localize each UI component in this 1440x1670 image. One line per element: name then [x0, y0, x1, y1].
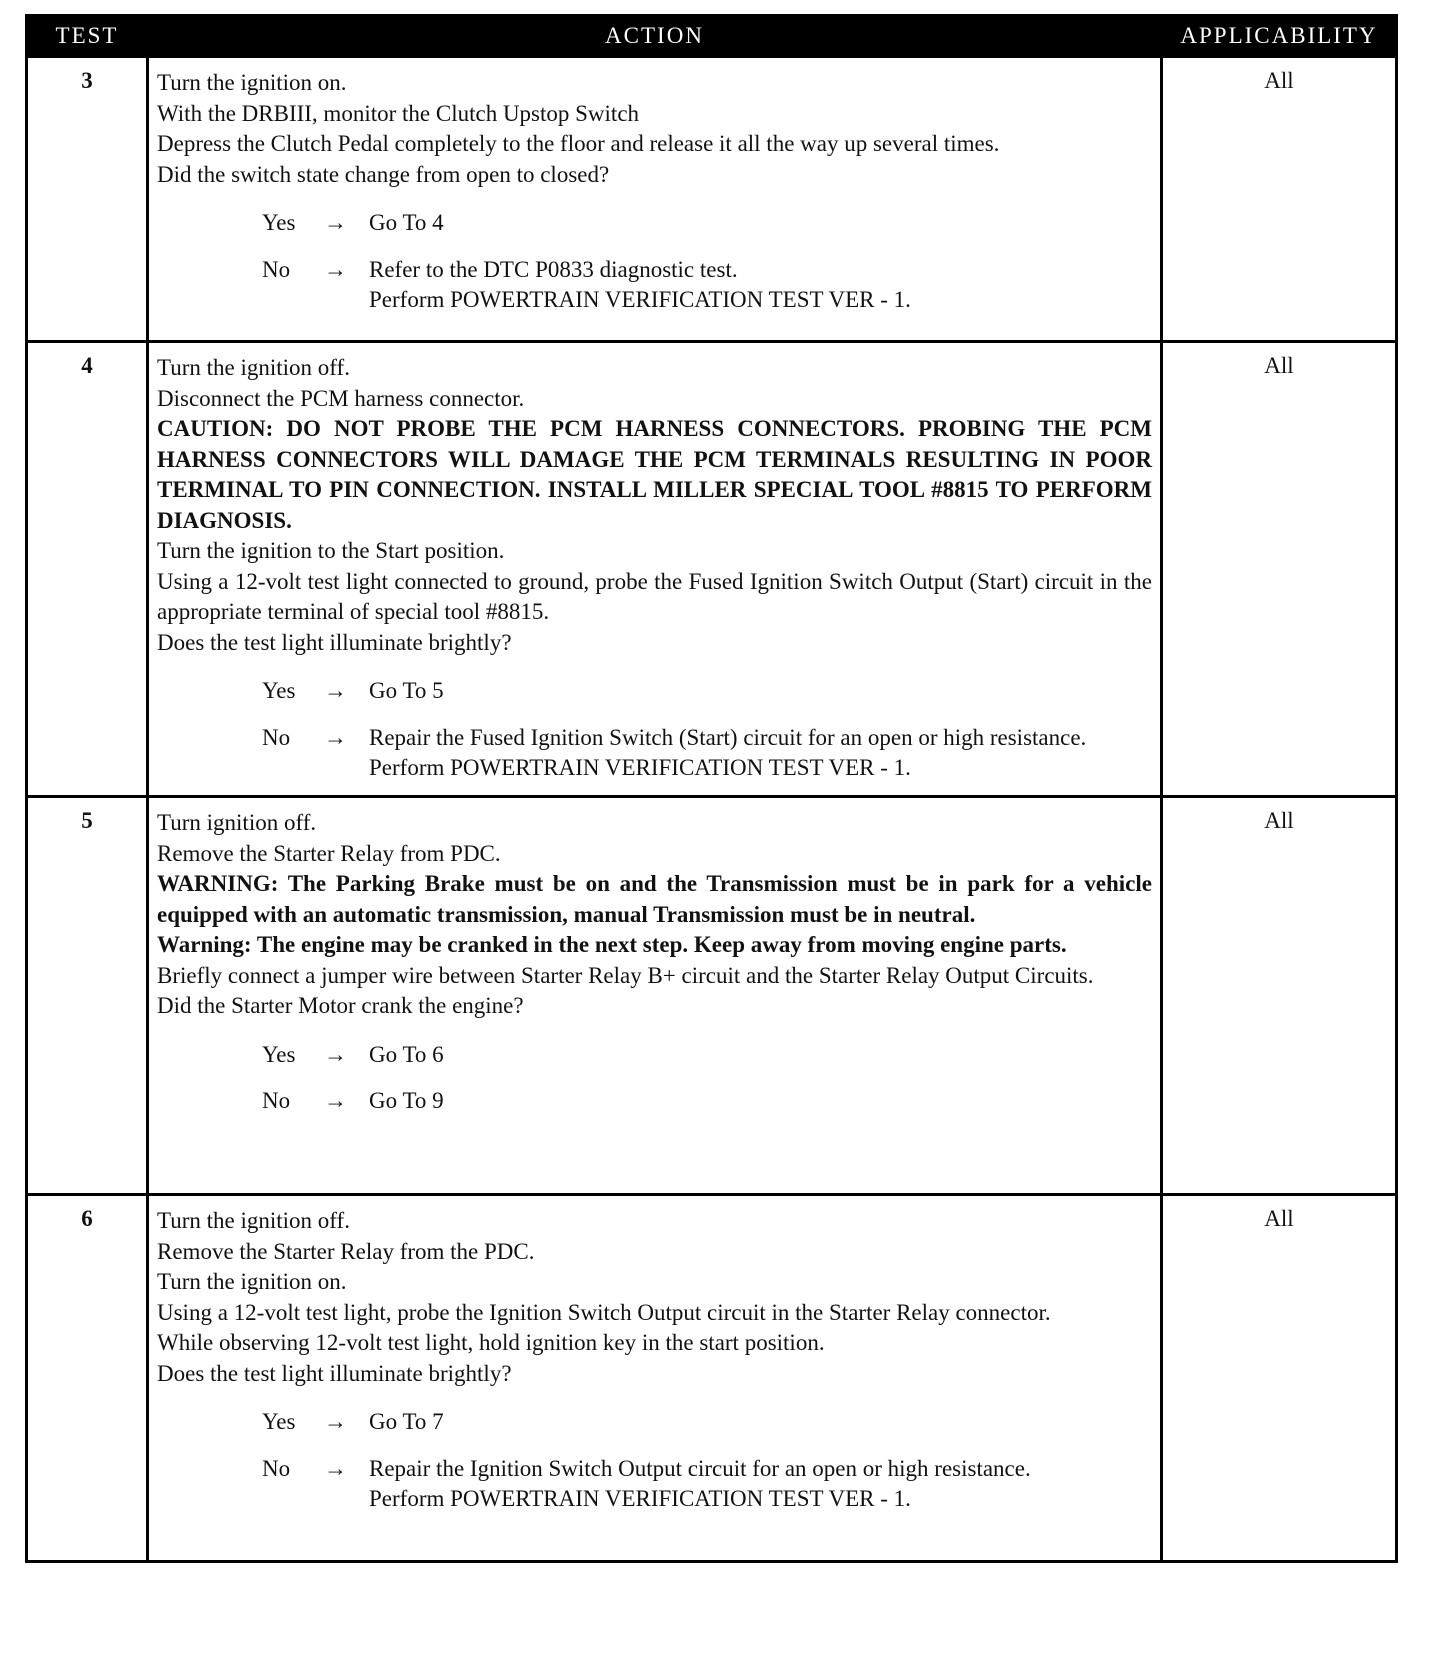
applicability: All	[1264, 353, 1294, 378]
action-line: Briefly connect a jumper wire between Starter Relay B+ circuit and the Starter Relay Output Circuits.	[157, 962, 1094, 988]
action-line: Does the test light illuminate brightly?	[157, 629, 512, 655]
header-test: TEST	[55, 23, 119, 48]
table-row	[28, 795, 1395, 1193]
diagnostic-table	[25, 14, 1398, 1563]
no-label: No	[262, 1088, 291, 1113]
action-line: Remove the Starter Relay from PDC.	[157, 840, 501, 866]
arrow-icon: →	[324, 1455, 347, 1481]
arrow-icon: →	[324, 1088, 347, 1113]
no-result-line: Repair the Fused Ignition Switch (Start) circuit for an open or high resistance.	[369, 724, 1087, 750]
yes-branch	[157, 1040, 1152, 1071]
no-result-line: Perform POWERTRAIN VERIFICATION TEST VER - 1.	[369, 755, 911, 780]
arrow-icon: →	[324, 1409, 347, 1434]
no-label: No	[262, 724, 291, 750]
action-cell	[146, 1196, 1163, 1560]
test-number: 6	[81, 1206, 93, 1231]
test-number: 3	[81, 68, 93, 93]
header-applicability: APPLICABILITY	[1180, 23, 1378, 48]
no-result-line: Perform POWERTRAIN VERIFICATION TEST VER - 1.	[369, 1486, 911, 1511]
action-line: Did the switch state change from open to closed?	[157, 161, 610, 187]
action-cell	[146, 343, 1163, 795]
action-line: Turn the ignition on.	[157, 1269, 347, 1294]
no-label: No	[262, 1455, 291, 1481]
yes-branch	[157, 676, 1152, 707]
action-cell	[146, 798, 1163, 1193]
arrow-icon: →	[324, 1041, 347, 1067]
table-row	[28, 55, 1395, 340]
no-result	[369, 723, 1152, 784]
arrow-icon: →	[324, 678, 347, 703]
yes-result: Go To 4	[369, 210, 444, 235]
applicability: All	[1264, 68, 1294, 93]
action-line: Turn the ignition off.	[157, 355, 350, 380]
test-number: 4	[81, 353, 93, 378]
caution-text: CAUTION: DO NOT PROBE THE PCM HARNESS CONNECTORS. PROBING THE PCM HARNESS CONNECTORS WILL DAMAGE THE PCM TERMINALS RESULTING IN POOR TERMINAL TO PIN CONNECTION. INSTALL MILLER SPECIAL TOOL #8815 TO PERFORM DIAGNOSIS.	[157, 416, 1152, 533]
action-line: Turn the ignition to the Start position.	[157, 538, 505, 563]
action-line: With the DRBIII, monitor the Clutch Upstop Switch	[157, 100, 640, 126]
arrow-icon: →	[324, 256, 347, 282]
warning-text: WARNING: The Parking Brake must be on and the Transmission must be in park for a vehicle equipped with an automatic transmission, manual Transmission must be in neutral.	[157, 871, 1152, 927]
table-row	[28, 340, 1395, 795]
action-line: Using a 12-volt test light, probe the Ignition Switch Output circuit in the Starter Relay connector.	[157, 1299, 1051, 1325]
no-branch	[157, 1454, 1152, 1515]
test-number: 5	[81, 808, 93, 833]
no-branch	[157, 723, 1152, 784]
yes-label: Yes	[262, 1041, 296, 1067]
yes-branch	[157, 1407, 1152, 1438]
action-line: Using a 12-volt test light connected to ground, probe the Fused Ignition Switch Output (Start) circuit in the appropriate terminal of special tool #8815.	[157, 568, 1152, 624]
action-line: Turn ignition off.	[157, 810, 317, 835]
yes-label: Yes	[262, 678, 296, 703]
action-line: While observing 12-volt test light, hold ignition key in the start position.	[157, 1330, 825, 1355]
action-line: Depress the Clutch Pedal completely to the floor and release it all the way up several times.	[157, 131, 1000, 156]
no-result	[369, 255, 1152, 316]
action-line: Did the Starter Motor crank the engine?	[157, 993, 524, 1018]
yes-result: Go To 6	[369, 1041, 444, 1067]
yes-label: Yes	[262, 210, 296, 235]
no-result	[369, 1454, 1152, 1515]
arrow-icon: →	[324, 724, 347, 750]
no-branch	[157, 1086, 1152, 1117]
no-result-line: Perform POWERTRAIN VERIFICATION TEST VER - 1.	[369, 287, 911, 312]
arrow-icon: →	[324, 210, 347, 235]
no-label: No	[262, 256, 291, 282]
action-line: Disconnect the PCM harness connector.	[157, 385, 525, 411]
action-line: Remove the Starter Relay from the PDC.	[157, 1238, 535, 1264]
action-line: Turn the ignition off.	[157, 1208, 350, 1233]
table-row	[28, 1193, 1395, 1560]
applicability: All	[1264, 1206, 1294, 1231]
header-action: ACTION	[605, 23, 704, 48]
warning-text: Warning: The engine may be cranked in the next step. Keep away from moving engine parts.	[157, 932, 1067, 957]
action-line: Turn the ignition on.	[157, 70, 347, 95]
no-result-line: Repair the Ignition Switch Output circuit for an open or high resistance.	[369, 1455, 1031, 1481]
yes-label: Yes	[262, 1409, 296, 1434]
action-line: Does the test light illuminate brightly?	[157, 1360, 512, 1386]
yes-result: Go To 5	[369, 678, 444, 703]
yes-result: Go To 7	[369, 1409, 444, 1434]
table-header	[28, 17, 1395, 55]
applicability: All	[1264, 808, 1294, 833]
no-branch	[157, 255, 1152, 316]
action-cell	[146, 58, 1163, 340]
no-result: Go To 9	[369, 1088, 444, 1113]
yes-branch	[157, 208, 1152, 239]
no-result-line: Refer to the DTC P0833 diagnostic test.	[369, 256, 738, 282]
